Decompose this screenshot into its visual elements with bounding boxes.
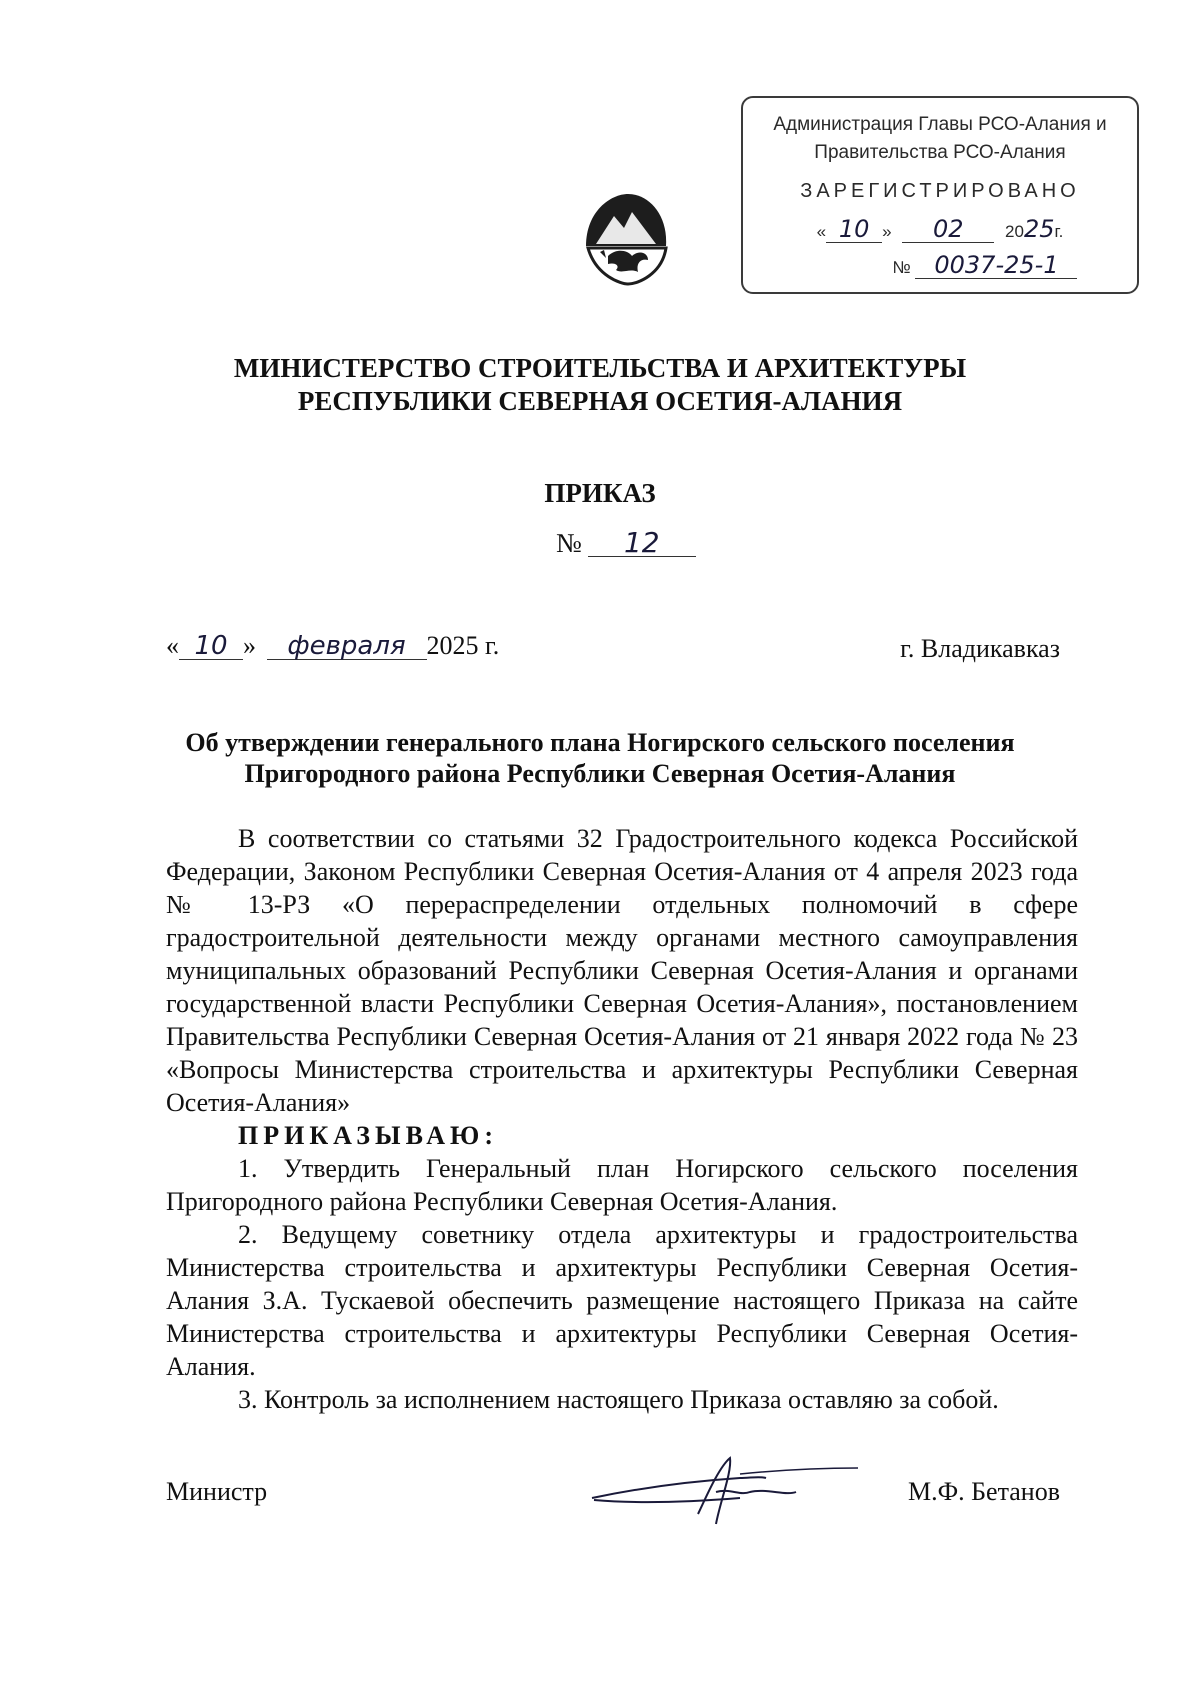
order-word: ПРИКАЗЫВАЮ: — [238, 1121, 498, 1150]
order-date — [166, 631, 499, 661]
order-number-row — [556, 528, 696, 559]
order-item-3: 3. Контроль за исполнением настоящего Приказа оставляю за собой. — [238, 1385, 999, 1414]
ministry-header — [0, 352, 1200, 418]
date-open-quote: « — [166, 631, 179, 660]
order-preamble: В соответствии со статьями 32 Градостроительного кодекса Российской Федерации, Законом Республики Северная Осетия-Алания от 4 апреля 2023 года № 13-РЗ «О перераспределении отдельных полномочий в сфере градостроительной деятельности между органами местного самоуправления муниципальных образований Республики Северная Осетия-Алания и органами государственной власти Республики Северная Осетия-Алания», постановлением Правительства Республики Северная Осетия-Алания от 21 января 2022 года № 23 «Вопросы Министерства строительства и архитектуры Республики Северная Осетия-Алания» — [166, 824, 1078, 1117]
order-title: ПРИКАЗ — [544, 478, 656, 508]
date-year: 2025 г. — [426, 631, 500, 660]
stamp-org-line2: Правительства РСО-Алания — [814, 142, 1066, 163]
stamp-date: « 10 » 02 2025г. — [816, 215, 1064, 243]
stamp-registered: ЗАРЕГИСТРИРОВАНО — [800, 180, 1080, 202]
stamp-number-row — [743, 252, 1137, 279]
stamp-year-suffix: 25 — [1023, 215, 1055, 243]
order-item-2: 2. Ведущему советнику отдела архитектуры и градостроительства Министерства строительства и архитектуры Республики Северная Осетия-Алания З.А. Тускаевой обеспечить размещение настоящего Приказа на сайте Министерства строительства и архитектуры Республики Северная Осетия-Алания. — [166, 1220, 1078, 1381]
stamp-org-line1: Администрация Главы РСО-Алания и — [773, 114, 1107, 135]
order-number-label: № — [556, 528, 582, 558]
registration-stamp — [741, 96, 1139, 294]
coat-of-arms-icon — [576, 186, 676, 286]
order-number: 12 — [588, 530, 696, 557]
order-subject — [0, 727, 1200, 789]
date-close-quote: » — [243, 631, 256, 660]
city: г. Владикавказ — [900, 634, 1060, 663]
stamp-year-prefix: 20 — [1005, 222, 1024, 241]
stamp-month: 02 — [902, 216, 994, 243]
order-subject-line1: Об утверждении генерального плана Ногирского сельского поселения — [185, 728, 1015, 757]
order-item-1: 1. Утвердить Генеральный план Ногирского сельского поселения Пригородного района Республики Северная Осетия-Алания. — [166, 1154, 1078, 1216]
stamp-day: 10 — [826, 216, 882, 243]
signatory-title: Министр — [166, 1477, 268, 1506]
signatory-name: М.Ф. Бетанов — [907, 1477, 1060, 1506]
stamp-number-label: № — [892, 258, 911, 277]
order-body — [166, 822, 1078, 1416]
stamp-number: 0037-25-1 — [915, 252, 1077, 279]
ministry-header-line2: РЕСПУБЛИКИ СЕВЕРНАЯ ОСЕТИЯ-АЛАНИЯ — [297, 386, 903, 416]
stamp-year-unit: г. — [1054, 222, 1064, 241]
date-day: 10 — [179, 633, 243, 660]
date-month: февраля — [267, 633, 427, 660]
handwritten-signature-icon — [590, 1452, 860, 1532]
ministry-header-line1: МИНИСТЕРСТВО СТРОИТЕЛЬСТВА И АРХИТЕКТУРЫ — [233, 353, 967, 383]
order-subject-line2: Пригородного района Республики Северная Осетия-Алания — [244, 759, 956, 788]
